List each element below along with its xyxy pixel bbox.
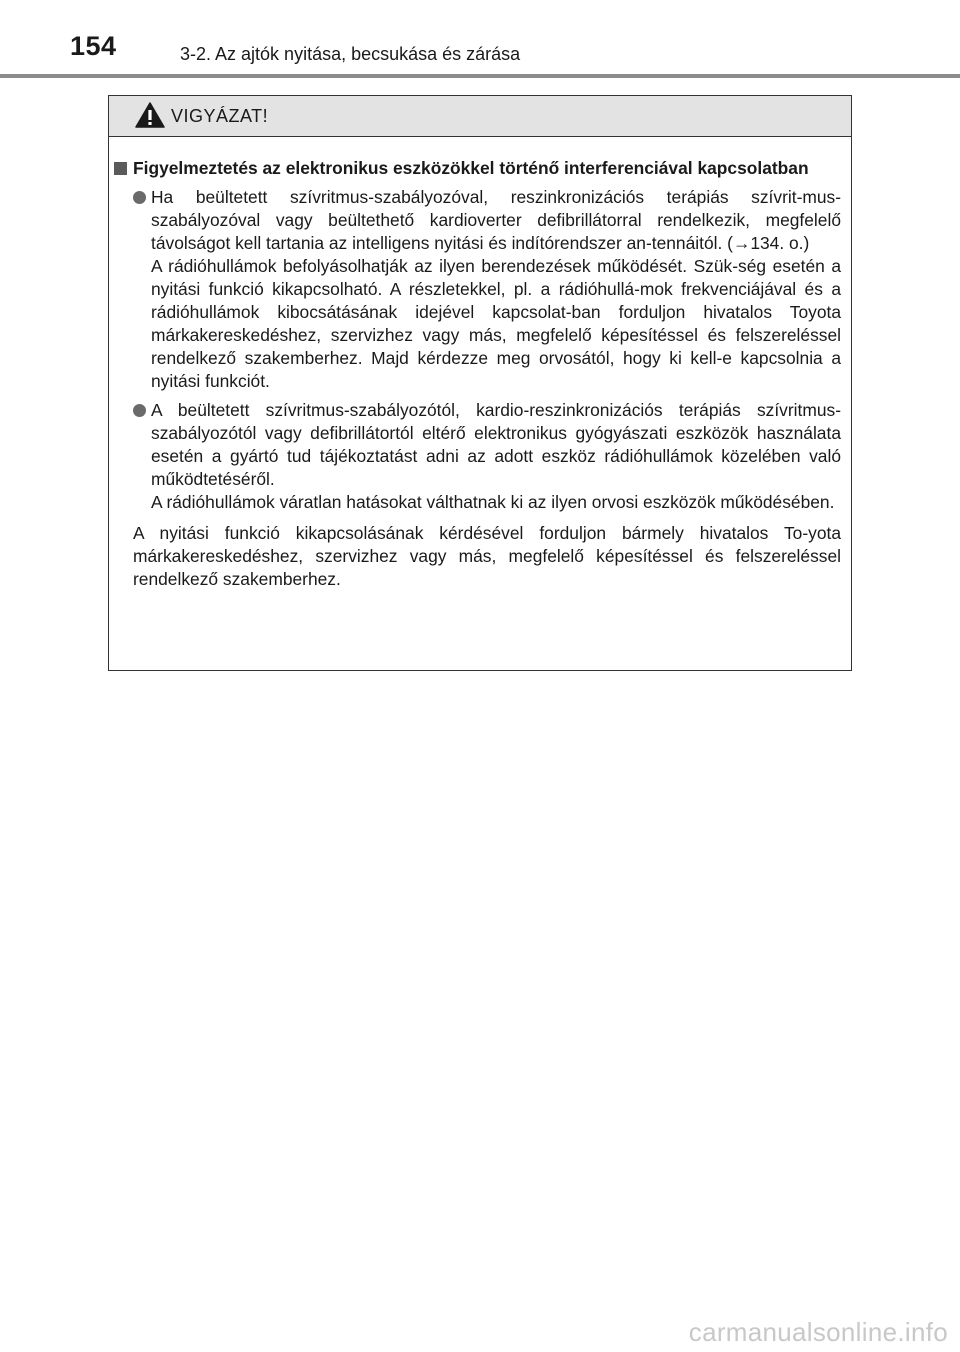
warning-topic xyxy=(109,157,841,180)
list-item xyxy=(109,186,841,393)
list-item xyxy=(109,399,841,514)
warning-topic-text: Figyelmeztetés az elektronikus eszközökkel történő interferenciával kapcsolatban xyxy=(133,158,809,178)
round-bullet-icon xyxy=(133,191,146,204)
page-number: 154 xyxy=(70,31,117,61)
item-paragraph: Ha beültetett szívritmus-szabályozóval, reszinkronizációs terápiás szívrit-mus-szabályozóval vagy beültethető kardioverter defibrillátorral rendelkezik, megfelelő távolságot kell tartania az intelligens nyitási és indítórendszer an-tennáitól. (→134. o.) xyxy=(151,187,841,253)
header-rule xyxy=(0,74,960,78)
item-paragraph: A rádióhullámok váratlan hatásokat válthatnak ki az ilyen orvosi eszközök működésében. xyxy=(151,492,835,512)
warning-triangle-icon xyxy=(135,102,165,128)
warning-body xyxy=(109,137,851,591)
warning-header xyxy=(109,96,851,137)
site-watermark: carmanualsonline.info xyxy=(688,1317,948,1347)
warning-box xyxy=(108,95,852,671)
page-header xyxy=(0,0,960,80)
item-paragraph: A beültetett szívritmus-szabályozótól, kardio-reszinkronizációs terápiás szívritmus-szabályozótól vagy defibrillátortól eltérő elektronikus gyógyászati eszközök használata esetén a gyártó tud tájékoztatást adni az adott eszköz rádióhullámok közelében való működtetéséről. xyxy=(151,400,841,489)
closing-paragraph: A nyitási funkció kikapcsolásának kérdésével forduljon bármely hivatalos To-yota márkakereskedéshez, szervizhez vagy más, megfelelő képesítéssel és felszereléssel rendelkező szakemberhez. xyxy=(133,523,841,589)
section-title: 3-2. Az ajtók nyitása, becsukása és zárása xyxy=(180,44,521,64)
round-bullet-icon xyxy=(133,404,146,417)
square-bullet-icon xyxy=(114,162,127,175)
warning-label: VIGYÁZAT! xyxy=(171,106,269,126)
item-paragraph: A rádióhullámok befolyásolhatják az ilyen berendezések működését. Szük-ség esetén a nyitási funkció kikapcsolható. A részletekkel, pl. a rádióhullá-mok frekvenciájával és a rádióhullámok kibocsátásának idejével kapcsolat-ban forduljon hivatalos Toyota márkakereskedéshez, szervizhez vagy más, megfelelő képesítéssel és felszereléssel rendelkező szakemberhez. Majd kérdezze meg orvosától, hogy ki kell-e kapcsolnia a nyitási funkciót. xyxy=(151,256,841,391)
